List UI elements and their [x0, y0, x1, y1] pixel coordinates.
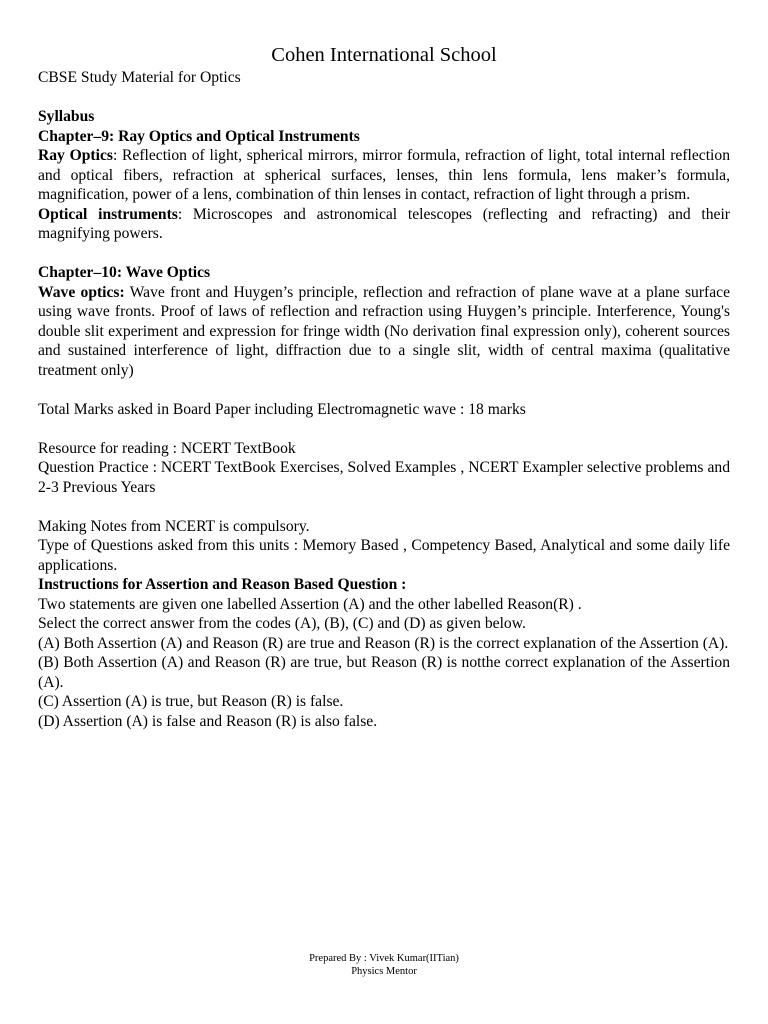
ray-optics-paragraph: [38, 146, 730, 205]
optical-instruments-label: Optical instruments: [38, 205, 178, 223]
option-a: (A) Both Assertion (A) and Reason (R) are true and Reason (R) is the correct explanation of the Assertion (A).: [38, 634, 729, 652]
instructions-line-1: Two statements are given one labelled Assertion (A) and the other labelled Reason(R) .: [38, 595, 582, 613]
optical-instruments-text: : Microscopes and astronomical telescopes (reflecting and refracting) and their magnifying powers.: [38, 205, 730, 242]
instructions-line-2: Select the correct answer from the codes (A), (B), (C) and (D) as given below.: [38, 615, 526, 632]
wave-optics-text: Wave front and Huygen’s principle, reflection and refraction of plane wave at a plane surface using wave fronts. Proof of laws of reflection and refraction using Huygen’s principle. Interference, Young's double slit experiment and expression for fringe width (No derivation final expression only), coherent sources and sustained interference of light, diffraction due to a single slit, width of central maxima (qualitative treatment only): [38, 283, 730, 379]
spacer: [38, 497, 730, 517]
notes-compulsory: Making Notes from NCERT is compulsory.: [38, 517, 310, 535]
wave-optics-paragraph: [38, 283, 730, 381]
ray-optics-text: : Reflection of light, spherical mirrors, mirror formula, refraction of light, total internal reflection and optical fibers, refraction at spherical surfaces, lenses, thin lens formula, lens maker’s formula, magnification, power of a lens, combination of thin lenses in contact, refraction of light through a prism.: [38, 147, 730, 203]
document-page: [38, 42, 730, 731]
document-subtitle: CBSE Study Material for Optics: [38, 69, 241, 86]
ray-optics-label: Ray Optics: [38, 147, 113, 164]
option-d: (D) Assertion (A) is false and Reason (R) is also false.: [38, 712, 378, 730]
option-c: (C) Assertion (A) is true, but Reason (R) is false.: [38, 693, 344, 710]
instructions-heading: Instructions for Assertion and Reason Based Question :: [38, 576, 407, 593]
option-b: (B) Both Assertion (A) and Reason (R) are true, but Reason (R) is notthe correct explanation of the Assertion (A).: [38, 654, 730, 691]
school-title: Cohen International School: [271, 44, 497, 66]
optical-instruments-paragraph: [38, 205, 730, 244]
spacer: [38, 380, 730, 400]
prepared-by: Prepared By : Vivek Kumar(IITian): [309, 953, 459, 964]
syllabus-heading: Syllabus: [38, 108, 95, 125]
question-practice: Question Practice : NCERT TextBook Exercises, Solved Examples , NCERT Exampler selective problems and 2-3 Previous Years: [38, 459, 730, 496]
question-types: Type of Questions asked from this units : Memory Based , Competency Based, Analytical and some daily life applications.: [38, 537, 730, 574]
author-role: Physics Mentor: [351, 966, 417, 977]
page-footer: [0, 952, 768, 978]
wave-optics-label: Wave optics:: [38, 283, 125, 301]
chapter9-title: Chapter–9: Ray Optics and Optical Instruments: [38, 127, 360, 145]
chapter10-title: Chapter–10: Wave Optics: [38, 264, 211, 281]
spacer: [38, 88, 730, 108]
spacer: [38, 419, 730, 439]
spacer: [38, 244, 730, 264]
resource-reading: Resource for reading : NCERT TextBook: [38, 439, 296, 457]
total-marks: Total Marks asked in Board Paper including Electromagnetic wave : 18 marks: [38, 400, 526, 418]
